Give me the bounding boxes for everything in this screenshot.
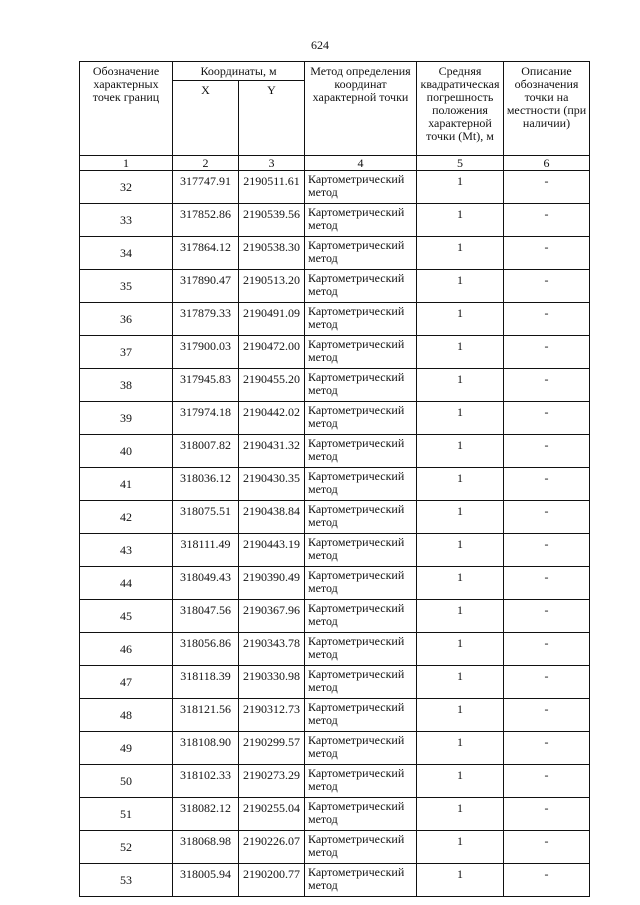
coord-y-cell: 2190472.00 xyxy=(239,336,305,369)
method-cell: Картометрический метод xyxy=(305,204,417,237)
coord-y-cell: 2190511.61 xyxy=(239,171,305,204)
table-row xyxy=(80,402,590,435)
description-cell: - xyxy=(504,336,590,369)
error-cell: 1 xyxy=(417,237,504,270)
description-cell: - xyxy=(504,171,590,204)
table-row xyxy=(80,270,590,303)
method-cell: Картометрический метод xyxy=(305,798,417,831)
table-row xyxy=(80,369,590,402)
coord-x-cell: 318075.51 xyxy=(173,501,239,534)
description-cell: - xyxy=(504,270,590,303)
error-cell: 1 xyxy=(417,402,504,435)
header-coordinates: Координаты, м xyxy=(173,62,305,81)
coord-x-cell: 317945.83 xyxy=(173,369,239,402)
point-id-cell: 45 xyxy=(80,600,173,633)
point-id-cell: 39 xyxy=(80,402,173,435)
coord-y-cell: 2190438.84 xyxy=(239,501,305,534)
error-cell: 1 xyxy=(417,567,504,600)
table-row xyxy=(80,303,590,336)
table-row xyxy=(80,699,590,732)
column-number: 3 xyxy=(239,156,305,171)
method-cell: Картометрический метод xyxy=(305,831,417,864)
column-number: 1 xyxy=(80,156,173,171)
header-y: Y xyxy=(239,81,305,156)
coord-x-cell: 318102.33 xyxy=(173,765,239,798)
point-id-cell: 52 xyxy=(80,831,173,864)
coord-x-cell: 318082.12 xyxy=(173,798,239,831)
coord-x-cell: 318108.90 xyxy=(173,732,239,765)
table-row xyxy=(80,600,590,633)
point-id-cell: 50 xyxy=(80,765,173,798)
coord-y-cell: 2190255.04 xyxy=(239,798,305,831)
description-cell: - xyxy=(504,369,590,402)
method-cell: Картометрический метод xyxy=(305,402,417,435)
point-id-cell: 38 xyxy=(80,369,173,402)
error-cell: 1 xyxy=(417,468,504,501)
coord-y-cell: 2190455.20 xyxy=(239,369,305,402)
table-row xyxy=(80,864,590,897)
coord-x-cell: 318056.86 xyxy=(173,633,239,666)
coord-x-cell: 317900.03 xyxy=(173,336,239,369)
coord-y-cell: 2190312.73 xyxy=(239,699,305,732)
method-cell: Картометрический метод xyxy=(305,435,417,468)
method-cell: Картометрический метод xyxy=(305,666,417,699)
error-cell: 1 xyxy=(417,204,504,237)
coord-x-cell: 318068.98 xyxy=(173,831,239,864)
description-cell: - xyxy=(504,666,590,699)
error-cell: 1 xyxy=(417,534,504,567)
point-id-cell: 40 xyxy=(80,435,173,468)
point-id-cell: 47 xyxy=(80,666,173,699)
error-cell: 1 xyxy=(417,633,504,666)
table-body xyxy=(80,156,590,897)
coord-y-cell: 2190273.29 xyxy=(239,765,305,798)
description-cell: - xyxy=(504,765,590,798)
method-cell: Картометрический метод xyxy=(305,765,417,798)
coord-x-cell: 317747.91 xyxy=(173,171,239,204)
coord-y-cell: 2190200.77 xyxy=(239,864,305,897)
point-id-cell: 32 xyxy=(80,171,173,204)
method-cell: Картометрический метод xyxy=(305,336,417,369)
coord-y-cell: 2190538.30 xyxy=(239,237,305,270)
table-row xyxy=(80,633,590,666)
coord-x-cell: 318047.56 xyxy=(173,600,239,633)
point-id-cell: 51 xyxy=(80,798,173,831)
coord-x-cell: 317879.33 xyxy=(173,303,239,336)
coord-x-cell: 317852.86 xyxy=(173,204,239,237)
table-row xyxy=(80,567,590,600)
description-cell: - xyxy=(504,468,590,501)
point-id-cell: 44 xyxy=(80,567,173,600)
error-cell: 1 xyxy=(417,732,504,765)
description-cell: - xyxy=(504,534,590,567)
description-cell: - xyxy=(504,699,590,732)
point-id-cell: 36 xyxy=(80,303,173,336)
point-id-cell: 46 xyxy=(80,633,173,666)
coord-y-cell: 2190430.35 xyxy=(239,468,305,501)
method-cell: Картометрический метод xyxy=(305,171,417,204)
coord-x-cell: 318005.94 xyxy=(173,864,239,897)
point-id-cell: 42 xyxy=(80,501,173,534)
error-cell: 1 xyxy=(417,435,504,468)
description-cell: - xyxy=(504,633,590,666)
error-cell: 1 xyxy=(417,864,504,897)
header-description: Описание обозначения точки на местности (при наличии) xyxy=(504,62,590,156)
column-number: 2 xyxy=(173,156,239,171)
header-error: Средняя квадратическая погрешность положения характерной точки (Mt), м xyxy=(417,62,504,156)
coordinates-table xyxy=(79,61,590,897)
error-cell: 1 xyxy=(417,798,504,831)
method-cell: Картометрический метод xyxy=(305,864,417,897)
coord-x-cell: 317864.12 xyxy=(173,237,239,270)
method-cell: Картометрический метод xyxy=(305,732,417,765)
error-cell: 1 xyxy=(417,501,504,534)
table-row xyxy=(80,204,590,237)
coord-x-cell: 318036.12 xyxy=(173,468,239,501)
coord-y-cell: 2190299.57 xyxy=(239,732,305,765)
description-cell: - xyxy=(504,567,590,600)
table-row xyxy=(80,435,590,468)
table-row xyxy=(80,501,590,534)
error-cell: 1 xyxy=(417,600,504,633)
coord-y-cell: 2190367.96 xyxy=(239,600,305,633)
method-cell: Картометрический метод xyxy=(305,501,417,534)
description-cell: - xyxy=(504,237,590,270)
point-id-cell: 48 xyxy=(80,699,173,732)
coord-x-cell: 317890.47 xyxy=(173,270,239,303)
coord-x-cell: 318121.56 xyxy=(173,699,239,732)
description-cell: - xyxy=(504,600,590,633)
table-row xyxy=(80,468,590,501)
method-cell: Картометрический метод xyxy=(305,567,417,600)
description-cell: - xyxy=(504,402,590,435)
page-number: 624 xyxy=(311,38,329,52)
error-cell: 1 xyxy=(417,699,504,732)
method-cell: Картометрический метод xyxy=(305,600,417,633)
method-cell: Картометрический метод xyxy=(305,633,417,666)
table-row xyxy=(80,765,590,798)
description-cell: - xyxy=(504,501,590,534)
error-cell: 1 xyxy=(417,666,504,699)
point-id-cell: 53 xyxy=(80,864,173,897)
header-method: Метод определения координат характерной точки xyxy=(305,62,417,156)
coord-y-cell: 2190443.19 xyxy=(239,534,305,567)
point-id-cell: 49 xyxy=(80,732,173,765)
description-cell: - xyxy=(504,732,590,765)
error-cell: 1 xyxy=(417,270,504,303)
description-cell: - xyxy=(504,831,590,864)
error-cell: 1 xyxy=(417,336,504,369)
coord-y-cell: 2190343.78 xyxy=(239,633,305,666)
description-cell: - xyxy=(504,435,590,468)
method-cell: Картометрический метод xyxy=(305,699,417,732)
table-row xyxy=(80,336,590,369)
point-id-cell: 35 xyxy=(80,270,173,303)
method-cell: Картометрический метод xyxy=(305,369,417,402)
table-row xyxy=(80,798,590,831)
coord-y-cell: 2190491.09 xyxy=(239,303,305,336)
coord-x-cell: 318118.39 xyxy=(173,666,239,699)
error-cell: 1 xyxy=(417,369,504,402)
error-cell: 1 xyxy=(417,171,504,204)
coord-y-cell: 2190226.07 xyxy=(239,831,305,864)
table-row xyxy=(80,732,590,765)
point-id-cell: 37 xyxy=(80,336,173,369)
error-cell: 1 xyxy=(417,303,504,336)
coord-y-cell: 2190390.49 xyxy=(239,567,305,600)
method-cell: Картометрический метод xyxy=(305,534,417,567)
column-number-row xyxy=(80,156,590,171)
table-row xyxy=(80,237,590,270)
coord-y-cell: 2190431.32 xyxy=(239,435,305,468)
coord-y-cell: 2190513.20 xyxy=(239,270,305,303)
point-id-cell: 41 xyxy=(80,468,173,501)
table-row xyxy=(80,831,590,864)
point-id-cell: 33 xyxy=(80,204,173,237)
description-cell: - xyxy=(504,303,590,336)
column-number: 4 xyxy=(305,156,417,171)
column-number: 5 xyxy=(417,156,504,171)
method-cell: Картометрический метод xyxy=(305,237,417,270)
coord-x-cell: 318007.82 xyxy=(173,435,239,468)
table-row xyxy=(80,666,590,699)
table-row xyxy=(80,171,590,204)
method-cell: Картометрический метод xyxy=(305,468,417,501)
coord-y-cell: 2190539.56 xyxy=(239,204,305,237)
error-cell: 1 xyxy=(417,831,504,864)
point-id-cell: 34 xyxy=(80,237,173,270)
header-point: Обозначение характерных точек границ xyxy=(80,62,173,156)
coord-x-cell: 317974.18 xyxy=(173,402,239,435)
method-cell: Картометрический метод xyxy=(305,270,417,303)
header-x: X xyxy=(173,81,239,156)
coord-x-cell: 318049.43 xyxy=(173,567,239,600)
coord-y-cell: 2190330.98 xyxy=(239,666,305,699)
column-number: 6 xyxy=(504,156,590,171)
table-row xyxy=(80,534,590,567)
point-id-cell: 43 xyxy=(80,534,173,567)
coord-x-cell: 318111.49 xyxy=(173,534,239,567)
description-cell: - xyxy=(504,798,590,831)
method-cell: Картометрический метод xyxy=(305,303,417,336)
description-cell: - xyxy=(504,204,590,237)
error-cell: 1 xyxy=(417,765,504,798)
coord-y-cell: 2190442.02 xyxy=(239,402,305,435)
description-cell: - xyxy=(504,864,590,897)
